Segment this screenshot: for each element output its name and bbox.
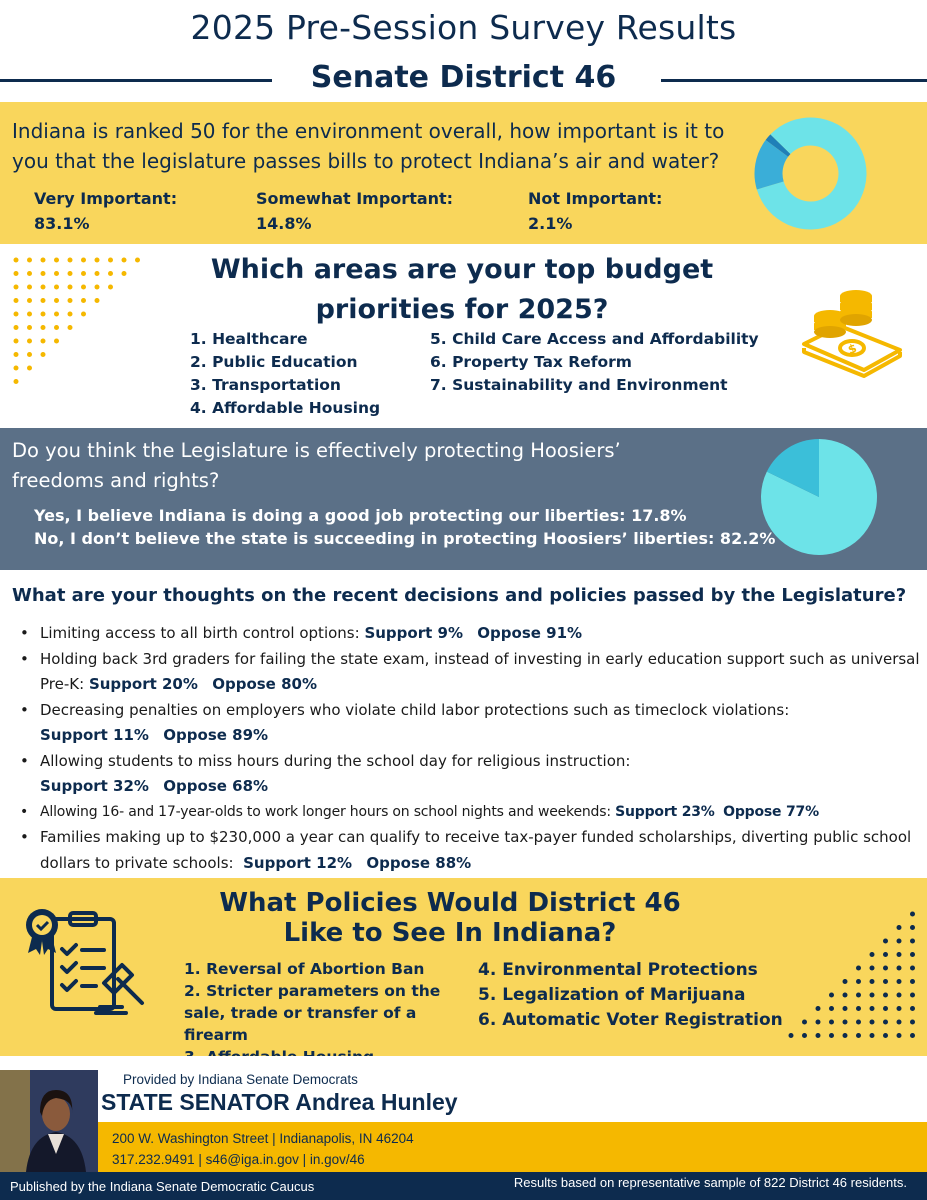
- list-item: [20, 749, 925, 800]
- decorative-dot: [870, 1033, 875, 1038]
- decorative-dot: [883, 1033, 888, 1038]
- list-item: [20, 698, 925, 749]
- list-item: 3. Transportation: [190, 376, 341, 394]
- decorative-dot: [27, 271, 32, 276]
- support-value: Support 20%: [88, 675, 198, 693]
- decorative-dot: [95, 298, 100, 303]
- decorative-dot: [870, 1020, 875, 1025]
- decorative-dot: [27, 285, 32, 290]
- decorative-dot: [27, 339, 32, 344]
- decorative-dot: [910, 979, 915, 984]
- decorative-dot: [802, 1020, 807, 1025]
- decorative-dot: [897, 1006, 902, 1011]
- decorative-dot: [108, 285, 113, 290]
- published-by: Published by the Indiana Senate Democratic Caucus: [10, 1179, 315, 1194]
- decorative-dot: [897, 966, 902, 971]
- decorative-dot: [68, 271, 73, 276]
- rights-question: Do you think the Legislature is effectively protecting Hoosiers’ freedoms and rights?: [12, 439, 621, 492]
- env-stat-label: Very Important:: [34, 189, 178, 208]
- env-stat-somewhat: [256, 186, 453, 236]
- support-value: Support 11%: [40, 726, 149, 744]
- decorative-dot: [95, 258, 100, 263]
- decorative-dot: [108, 258, 113, 263]
- decorative-dots-icon: [10, 254, 150, 389]
- thoughts-list: [20, 621, 925, 876]
- decorative-dot: [41, 352, 46, 357]
- decorative-dot: [910, 912, 915, 917]
- checklist-gavel-icon: [18, 903, 158, 1028]
- decorative-dot: [54, 285, 59, 290]
- decorative-dot: [870, 966, 875, 971]
- decorative-dot: [41, 325, 46, 330]
- decorative-dot: [910, 952, 915, 957]
- decorative-dot: [816, 1020, 821, 1025]
- policies-title-line1: What Policies Would District 46: [219, 888, 681, 918]
- decorative-dot: [81, 298, 86, 303]
- list-item: 1. Healthcare: [190, 330, 308, 348]
- decorative-dot: [68, 285, 73, 290]
- decorative-dot: [883, 966, 888, 971]
- decorative-dot: [68, 298, 73, 303]
- decorative-dot: [41, 285, 46, 290]
- decorative-dot: [27, 298, 32, 303]
- decorative-dot: [41, 312, 46, 317]
- senator-portrait-icon: [0, 1070, 98, 1172]
- env-stat-value: 83.1%: [34, 214, 90, 233]
- policies-section: [0, 878, 927, 1056]
- decorative-dot: [910, 993, 915, 998]
- list-item: [20, 825, 925, 876]
- thoughts-title: What are your thoughts on the recent decisions and policies passed by the Legislature?: [12, 585, 907, 606]
- decorative-dot: [54, 339, 59, 344]
- svg-text:$: $: [846, 340, 859, 357]
- decorative-dot: [54, 271, 59, 276]
- decorative-dot: [14, 271, 19, 276]
- decorative-dot: [135, 258, 140, 263]
- decorative-dot: [897, 925, 902, 930]
- decorative-dot: [41, 339, 46, 344]
- decorative-dot: [870, 993, 875, 998]
- decorative-dot: [897, 993, 902, 998]
- decorative-dot: [843, 1006, 848, 1011]
- decorative-dot: [14, 325, 19, 330]
- support-value: Support 12%: [243, 853, 353, 872]
- list-item: 7. Sustainability and Environment: [430, 376, 728, 394]
- list-item: 4. Environmental Protections: [478, 960, 758, 980]
- decorative-dots-icon: [785, 908, 920, 1043]
- decorative-dot: [910, 925, 915, 930]
- rights-answer-yes: Yes, I believe Indiana is doing a good job protecting our liberties: 17.8%: [34, 506, 687, 525]
- support-value: Support 32%: [40, 777, 149, 795]
- decorative-dot: [14, 312, 19, 317]
- decorative-dot: [95, 271, 100, 276]
- decorative-dot: [843, 993, 848, 998]
- decorative-dot: [27, 312, 32, 317]
- decorative-dot: [81, 285, 86, 290]
- decorative-dot: [897, 1033, 902, 1038]
- environment-question: Indiana is ranked 50 for the environment overall, how important is it to you that the legislature passes bills to protect Indiana’s air and water?: [12, 119, 725, 173]
- decorative-dot: [883, 952, 888, 957]
- decorative-dot: [856, 1033, 861, 1038]
- policies-title: [150, 888, 750, 948]
- header: [0, 0, 927, 102]
- decorative-dot: [14, 339, 19, 344]
- decorative-dot: [54, 258, 59, 263]
- budget-list-right: [430, 328, 759, 397]
- decorative-dot: [27, 325, 32, 330]
- decorative-dot: [41, 258, 46, 263]
- decorative-dot: [910, 966, 915, 971]
- decorative-dot: [54, 325, 59, 330]
- decorative-dot: [81, 312, 86, 317]
- decorative-dot: [870, 979, 875, 984]
- decorative-dot: [27, 258, 32, 263]
- list-item: [20, 800, 925, 826]
- decorative-dot: [910, 1006, 915, 1011]
- list-item: 5. Legalization of Marijuana: [478, 985, 746, 1005]
- env-stat-label: Not Important:: [528, 189, 663, 208]
- policy-text: Decreasing penalties on employers who violate child labor protections such as timeclock violations:: [40, 700, 790, 719]
- decorative-dot: [816, 1006, 821, 1011]
- decorative-dot: [54, 312, 59, 317]
- oppose-value: Oppose 80%: [212, 675, 317, 693]
- decorative-dot: [41, 298, 46, 303]
- oppose-value: Oppose 77%: [723, 803, 819, 820]
- policy-text: Families making up to $230,000 a year can qualify to receive tax-payer funded scholarships, diverting public school dollars to private schools:: [40, 828, 912, 872]
- decorative-dot: [843, 979, 848, 984]
- page-title: 2025 Pre-Session Survey Results: [190, 8, 737, 47]
- env-stat-value: 2.1%: [528, 214, 573, 233]
- policy-text: Limiting access to all birth control options:: [40, 624, 360, 642]
- page-subtitle: Senate District 46: [310, 60, 617, 95]
- decorative-dot: [870, 952, 875, 957]
- env-stat-label: Somewhat Important:: [256, 189, 454, 208]
- decorative-dot: [883, 993, 888, 998]
- decorative-dot: [910, 1033, 915, 1038]
- decorative-dot: [122, 258, 127, 263]
- decorative-dot: [856, 979, 861, 984]
- bottom-bar: [0, 1172, 927, 1200]
- oppose-value: Oppose 88%: [366, 853, 472, 872]
- decorative-dot: [14, 379, 19, 384]
- decorative-dot: [843, 1020, 848, 1025]
- decorative-dot: [856, 1006, 861, 1011]
- list-item: 2. Public Education: [190, 353, 358, 371]
- thoughts-section: [0, 570, 927, 878]
- decorative-dot: [883, 1006, 888, 1011]
- env-stat-not: [528, 186, 662, 236]
- policies-title-line2: Like to See In Indiana?: [283, 918, 617, 948]
- policies-list-right: [478, 958, 783, 1033]
- senator-name: STATE SENATOR Andrea Hunley: [101, 1089, 458, 1115]
- decorative-dot: [54, 298, 59, 303]
- address: 200 W. Washington Street | Indianapolis, IN 46204: [112, 1131, 414, 1146]
- decorative-dot: [897, 979, 902, 984]
- decorative-dot: [14, 258, 19, 263]
- oppose-value: Oppose 91%: [477, 624, 583, 642]
- env-stat-value: 14.8%: [256, 214, 312, 233]
- decorative-dot: [829, 1006, 834, 1011]
- decorative-dot: [27, 352, 32, 357]
- decorative-dot: [897, 952, 902, 957]
- decorative-dot: [95, 285, 100, 290]
- decorative-dot: [843, 1033, 848, 1038]
- decorative-dot: [910, 1020, 915, 1025]
- decorative-dot: [41, 271, 46, 276]
- list-item: 5. Child Care Access and Affordability: [430, 330, 759, 348]
- policies-list-left: [184, 958, 474, 1068]
- list-item: [20, 647, 925, 698]
- support-value: Support 23%: [615, 803, 715, 820]
- environment-donut-chart: [753, 116, 868, 231]
- budget-section: [0, 244, 927, 428]
- decorative-dot: [883, 1020, 888, 1025]
- decorative-dot: [14, 352, 19, 357]
- results-note: Results based on representative sample of 822 District 46 residents.: [513, 1175, 907, 1190]
- decorative-dot: [816, 1033, 821, 1038]
- policy-text: Allowing students to miss hours during the school day for religious instruction:: [40, 751, 631, 770]
- budget-list-left: [190, 328, 380, 420]
- decorative-dot: [14, 285, 19, 290]
- decorative-dot: [68, 312, 73, 317]
- list-item: 2. Stricter parameters on the sale, trade or transfer of a firearm: [184, 982, 441, 1044]
- decorative-dot: [802, 1033, 807, 1038]
- list-item: 6. Automatic Voter Registration: [478, 1010, 783, 1030]
- decorative-dot: [829, 1020, 834, 1025]
- footer: [0, 1056, 927, 1200]
- decorative-dot: [108, 271, 113, 276]
- decorative-dot: [883, 979, 888, 984]
- environment-section: [0, 102, 927, 244]
- support-value: Support 9%: [364, 624, 463, 642]
- senator-photo: [0, 1070, 98, 1172]
- list-item: 4. Affordable Housing: [190, 399, 381, 417]
- decorative-dot: [789, 1033, 794, 1038]
- provided-by: Provided by Indiana Senate Democrats: [123, 1072, 358, 1087]
- decorative-dot: [883, 939, 888, 944]
- decorative-dot: [870, 1006, 875, 1011]
- list-item: 1. Reversal of Abortion Ban: [184, 960, 425, 978]
- decorative-dot: [897, 1020, 902, 1025]
- divider-right: [661, 79, 927, 82]
- oppose-value: Oppose 68%: [163, 777, 269, 795]
- decorative-dot: [27, 366, 32, 371]
- budget-title: Which areas are your top budget priorities for 2025?: [210, 254, 714, 325]
- env-stat-very: [34, 186, 177, 236]
- decorative-dot: [14, 298, 19, 303]
- policy-text: Holding back 3rd graders for failing the state exam, instead of investing in early education support such as universal Pre-K:: [40, 649, 920, 693]
- decorative-dot: [122, 271, 127, 276]
- decorative-dot: [829, 993, 834, 998]
- decorative-dot: [81, 258, 86, 263]
- decorative-dot: [81, 271, 86, 276]
- decorative-dot: [14, 366, 19, 371]
- decorative-dot: [897, 939, 902, 944]
- policy-text: Allowing 16- and 17-year-olds to work longer hours on school nights and weekends:: [40, 803, 611, 820]
- decorative-dot: [910, 939, 915, 944]
- decorative-dot: [829, 1033, 834, 1038]
- contact-info: 317.232.9491 | s46@iga.in.gov | in.gov/46: [112, 1152, 365, 1167]
- decorative-dot: [68, 325, 73, 330]
- decorative-dot: [856, 993, 861, 998]
- rights-section: [0, 428, 927, 570]
- money-coins-icon: [800, 286, 905, 381]
- decorative-dot: [856, 966, 861, 971]
- decorative-dot: [856, 1020, 861, 1025]
- list-item: 6. Property Tax Reform: [430, 353, 632, 371]
- oppose-value: Oppose 89%: [163, 726, 269, 744]
- rights-answer-no: No, I don’t believe the state is succeeding in protecting Hoosiers’ liberties: 82.2%: [34, 529, 776, 548]
- rights-pie-chart: [760, 438, 878, 556]
- list-item: [20, 621, 925, 647]
- decorative-dot: [68, 258, 73, 263]
